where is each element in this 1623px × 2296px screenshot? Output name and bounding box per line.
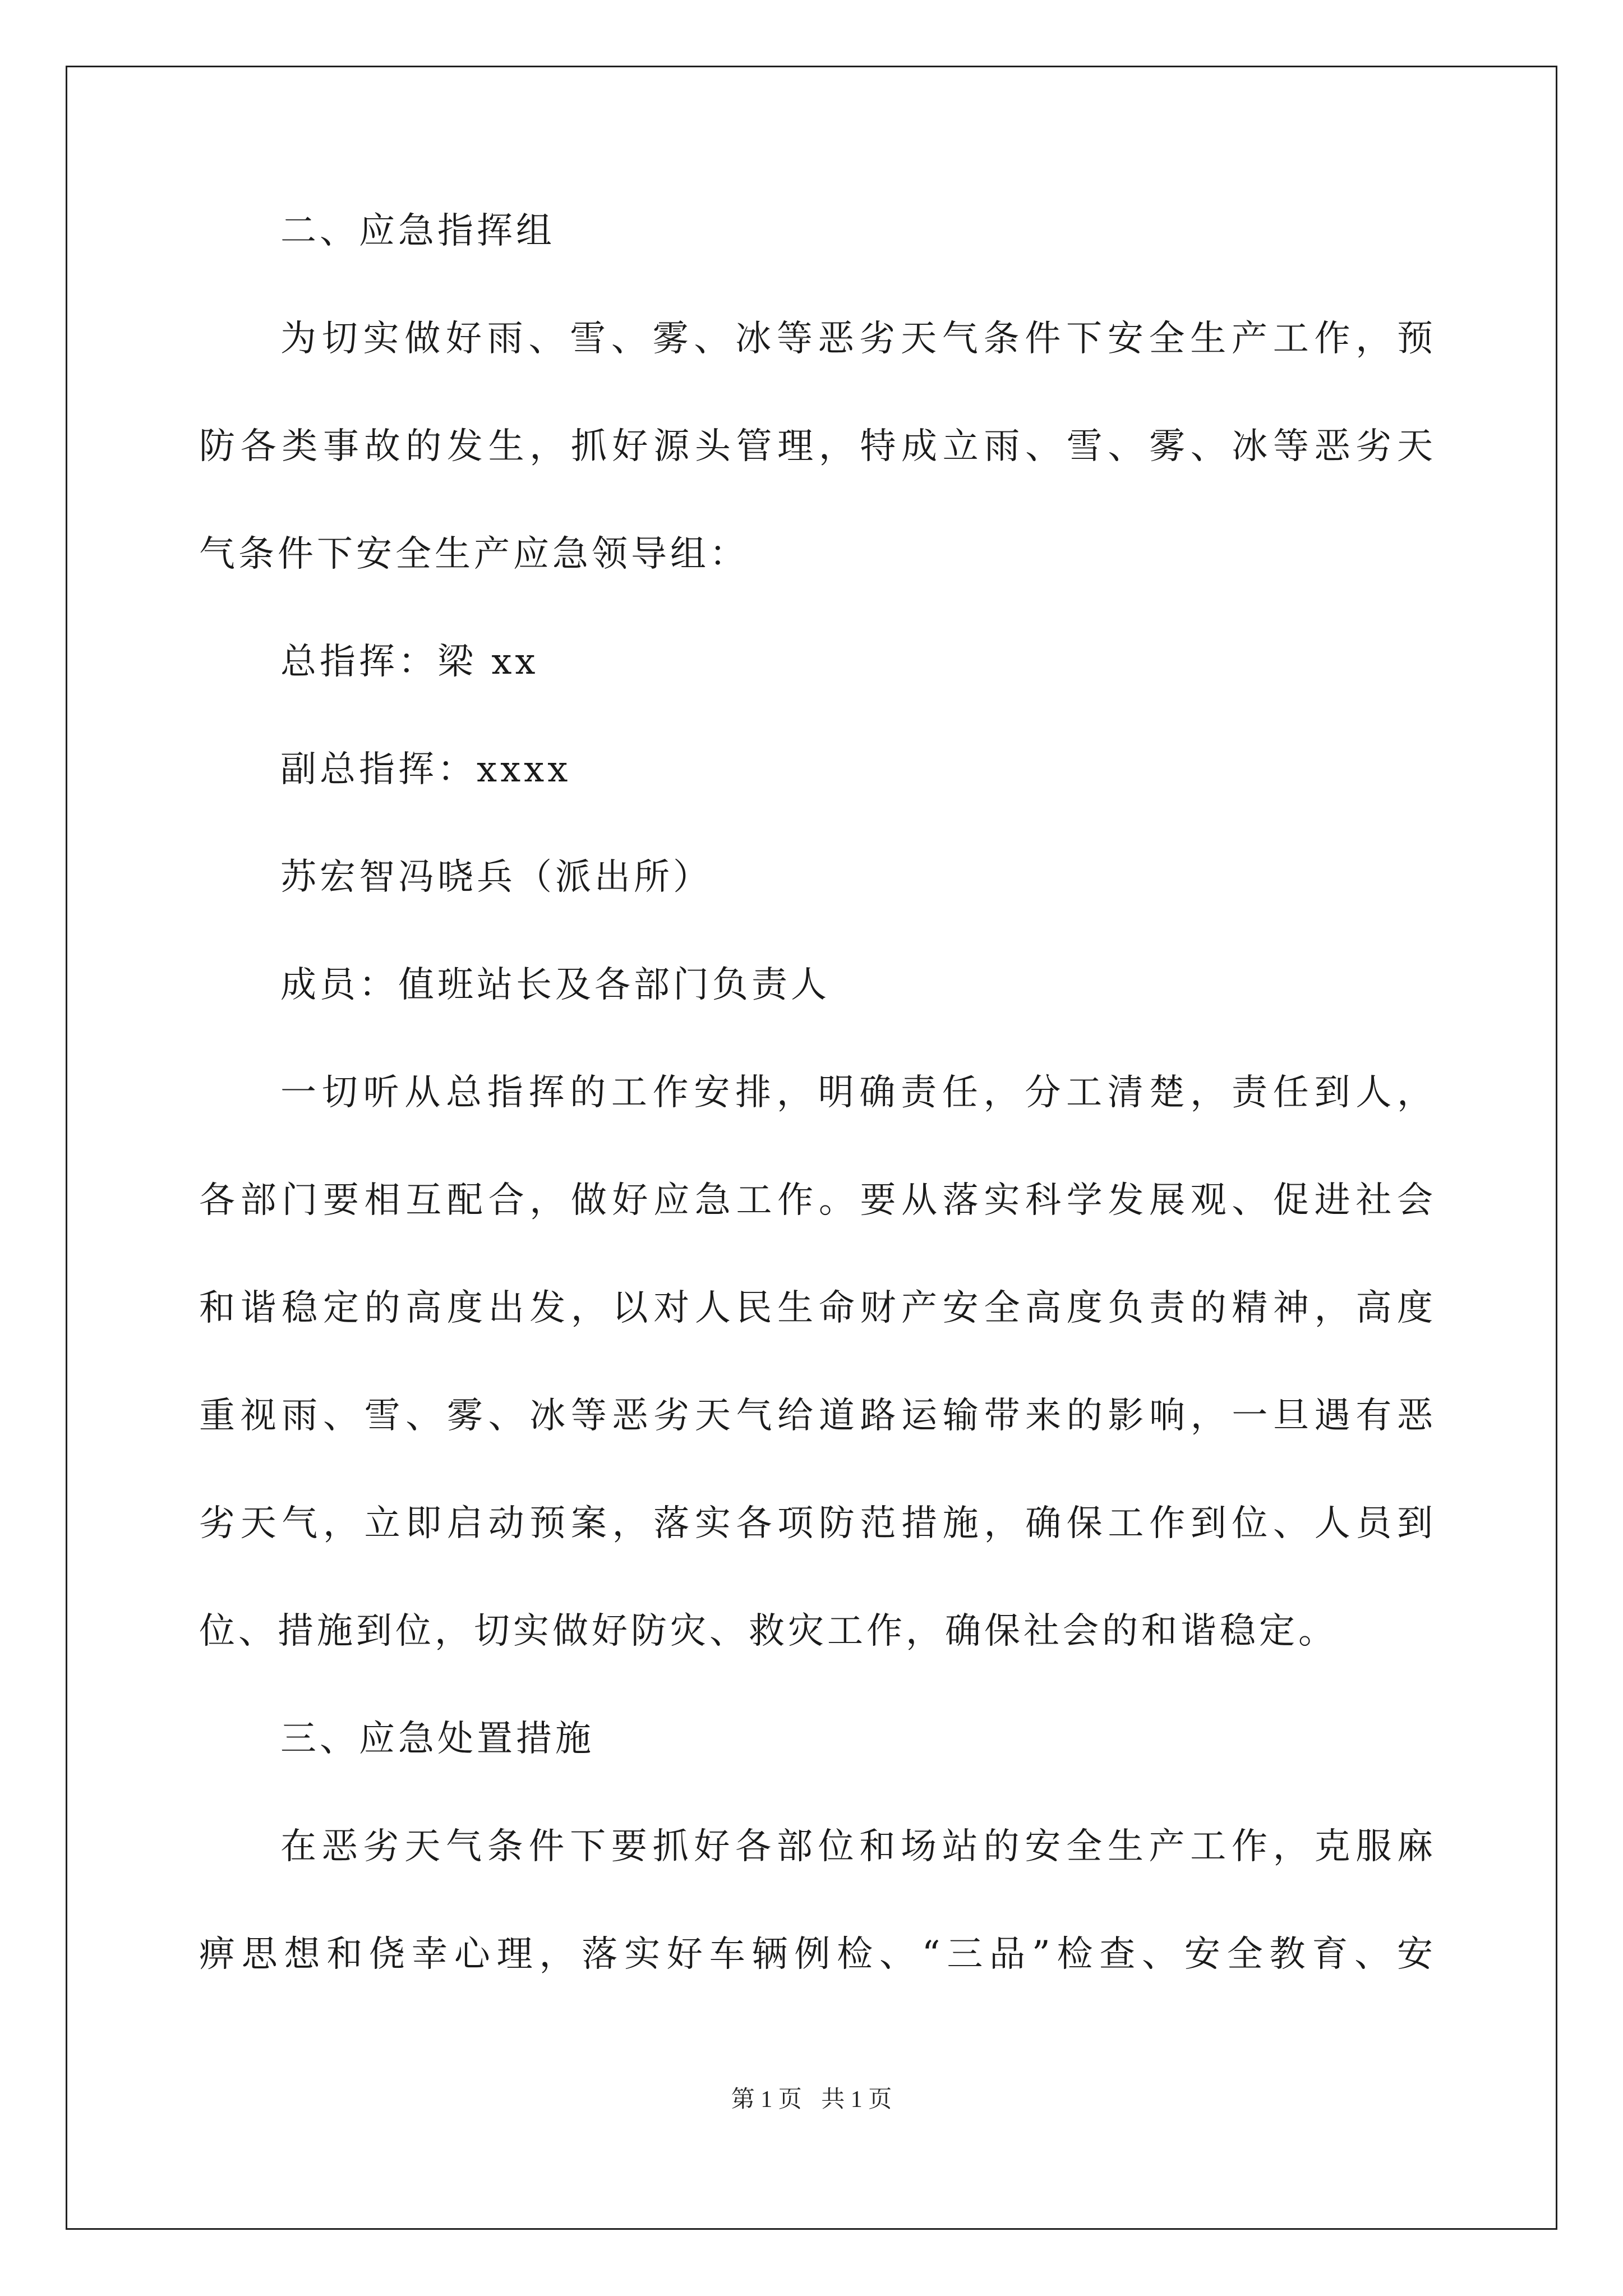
members-line: 成员：值班站长及各部门负责人 (280, 964, 830, 1006)
commander-line: 总指挥：梁 xx (280, 641, 539, 683)
paragraph-line: 为切实做好雨、雪、雾、冰等恶劣天气条件下安全生产工作，预 (280, 318, 1433, 360)
paragraph-line: 位、措施到位，切实做好防灾、救灾工作，确保社会的和谐稳定。 (199, 1611, 1338, 1652)
paragraph-line: 痹思想和侥幸心理，落实好车辆例检、“三品”检查、安全教育、安 (199, 1934, 1433, 1975)
paragraph-line: 劣天气，立即启动预案，落实各项防范措施，确保工作到位、人员到 (199, 1503, 1433, 1544)
paragraph-line: 重视雨、雪、雾、冰等恶劣天气给道路运输带来的影响，一旦遇有恶 (199, 1395, 1433, 1437)
page-total: 共 1 页 (821, 2087, 892, 2113)
paragraph-line: 在恶劣天气条件下要抓好各部位和场站的安全生产工作，克服麻 (280, 1826, 1433, 1867)
deputy-commander-line: 副总指挥：xxxx (280, 749, 571, 790)
paragraph-line: 气条件下安全生产应急领导组： (199, 533, 749, 575)
section-heading-command-group: 二、应急指挥组 (280, 210, 555, 252)
paragraph-line: 和谐稳定的高度出发，以对人民生命财产安全高度负责的精神，高度 (199, 1287, 1433, 1329)
page-border (66, 66, 1557, 2230)
page-footer (0, 2088, 1623, 2111)
section-heading-measures: 三、应急处置措施 (280, 1718, 594, 1760)
members-police-line: 苏宏智冯晓兵（派出所） (280, 857, 712, 898)
paragraph-line: 一切听从总指挥的工作安排，明确责任，分工清楚，责任到人， (280, 1072, 1433, 1114)
paragraph-line: 防各类事故的发生，抓好源头管理，特成立雨、雪、雾、冰等恶劣天 (199, 426, 1433, 467)
page-number: 第 1 页 (731, 2087, 802, 2113)
paragraph-line: 各部门要相互配合，做好应急工作。要从落实科学发展观、促进社会 (199, 1180, 1433, 1221)
